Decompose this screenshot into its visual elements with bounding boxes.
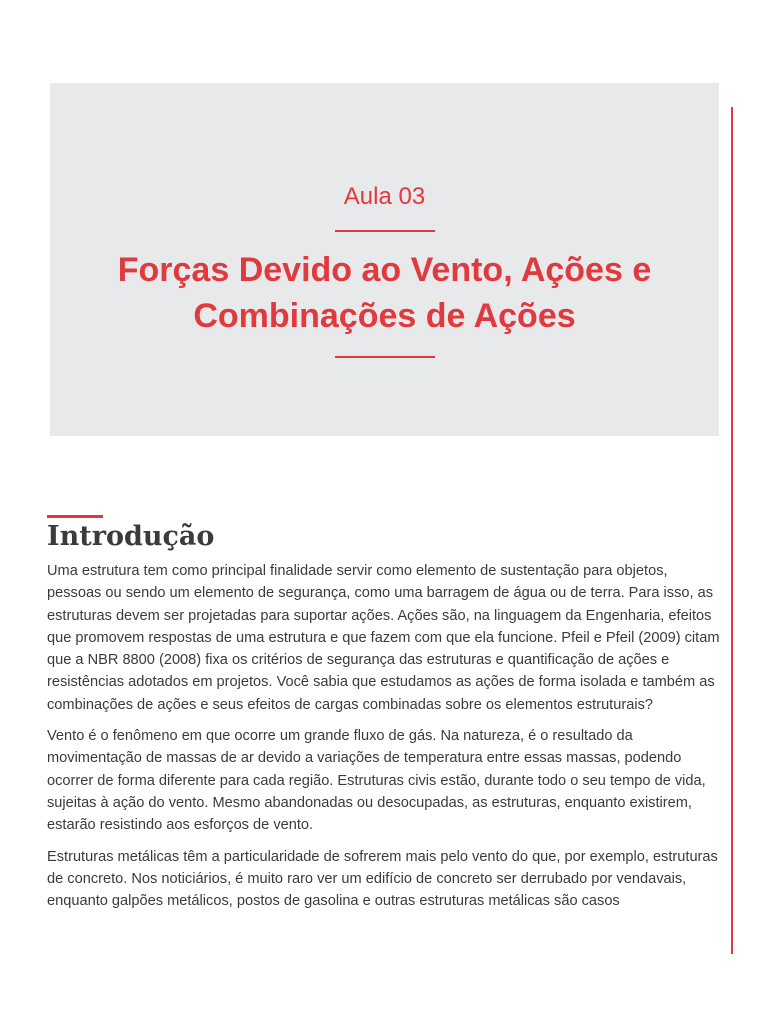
lesson-title <box>70 247 699 339</box>
lesson-number: Aula 03 <box>343 183 426 210</box>
paragraph: Vento é o fenômeno em que ocorre um grande fluxo de gás. Na natureza, é o resultado da movimentação de massas de ar devido a variações de temperatura entre essas massas, podendo ocorrer de forma diferente para cada região. Estruturas civis estão, durante todo o seu tempo de vida, sujeitas à ação do vento. Mesmo abandonadas ou desocupadas, as estruturas, enquanto existirem, estarão resistindo aos esforços de vento. <box>47 728 706 834</box>
paragraph: Uma estrutura tem como principal finalidade servir como elemento de sustentação para objetos, pessoas ou sendo um elemento de segurança, como uma barragem de água ou de terra. Para isso, as estruturas devem ser projetadas para suportar ações. Ações são, na linguagem da Engenharia, efeitos que promovem respostas de uma estrutura e que fazem com que ela funcione. Pfeil e Pfeil (2009) citam que a NBR 8800 (2008) fixa os critérios de segurança das estruturas e quantificação de ações e resistências adotados em projetos. Você sabia que estudamos as ações de forma isolada e também as combinações de ações e seus efeitos de cargas combinadas sobre os elementos estruturais? <box>47 563 720 713</box>
lesson-title-line-2: Combinações de Ações <box>193 297 576 335</box>
right-margin-rule <box>731 107 733 954</box>
section-heading: Introdução <box>47 521 215 552</box>
lesson-title-box <box>50 83 719 436</box>
section-body <box>47 560 723 921</box>
title-divider-bottom <box>335 356 435 358</box>
title-divider-top <box>335 230 435 232</box>
paragraph: Estruturas metálicas têm a particularidade de sofrerem mais pelo vento do que, por exemplo, estruturas de concreto. Nos noticiários, é muito raro ver um edifício de concreto ser derrubado por vendavais, enquanto galpões metálicos, postos de gasolina e outras estruturas metálicas são casos <box>47 848 718 910</box>
lesson-title-line-1: Forças Devido ao Vento, Ações e <box>117 251 652 289</box>
